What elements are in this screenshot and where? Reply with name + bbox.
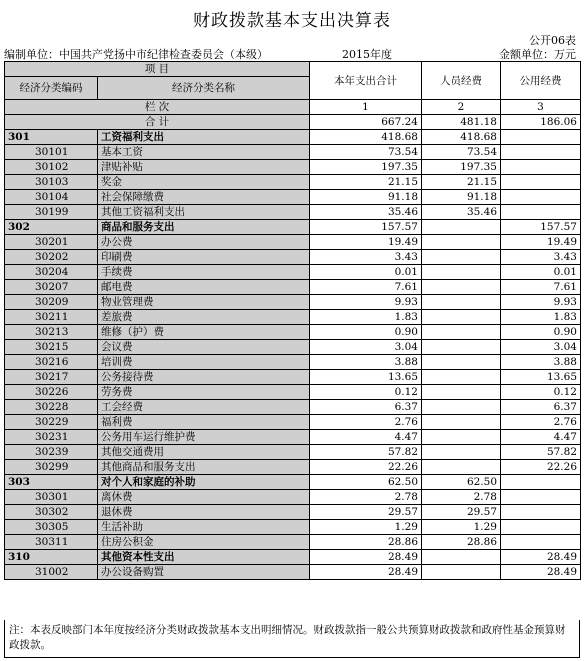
cell-name: 退休费 xyxy=(98,505,310,520)
table-row xyxy=(5,400,581,415)
cell-personnel xyxy=(422,565,501,580)
cell-personnel xyxy=(422,415,501,430)
cell-code: 30207 xyxy=(5,280,98,295)
table-row xyxy=(5,385,581,400)
cell-name: 其他商品和服务支出 xyxy=(98,460,310,475)
cell-total: 13.65 xyxy=(310,370,422,385)
cell-name: 差旅费 xyxy=(98,310,310,325)
cell-total: 73.54 xyxy=(310,145,422,160)
cell-personnel: 1.29 xyxy=(422,520,501,535)
expenditure-table xyxy=(4,61,581,580)
cell-code: 30229 xyxy=(5,415,98,430)
cell-public: 13.65 xyxy=(501,370,581,385)
cell-total: 7.61 xyxy=(310,280,422,295)
cell-public xyxy=(501,175,581,190)
table-row xyxy=(5,340,581,355)
table-row xyxy=(5,160,581,175)
cell-name: 劳务费 xyxy=(98,385,310,400)
cell-name: 对个人和家庭的补助 xyxy=(98,475,310,490)
cell-total: 35.46 xyxy=(310,205,422,220)
header-row-1 xyxy=(5,62,581,77)
cell-public: 6.37 xyxy=(501,400,581,415)
cell-name: 商品和服务支出 xyxy=(98,220,310,235)
cell-personnel xyxy=(422,340,501,355)
cell-code: 30231 xyxy=(5,430,98,445)
cell-code: 303 xyxy=(5,475,98,490)
cell-name: 公务接待费 xyxy=(98,370,310,385)
cell-code: 30299 xyxy=(5,460,98,475)
table-row xyxy=(5,520,581,535)
form-number: 公开06表 xyxy=(529,34,576,47)
table-row xyxy=(5,280,581,295)
table-row xyxy=(5,355,581,370)
column-index-3: 3 xyxy=(501,100,581,115)
cell-code: 30201 xyxy=(5,235,98,250)
cell-name: 津贴补贴 xyxy=(98,160,310,175)
cell-personnel: 21.15 xyxy=(422,175,501,190)
cell-code: 30217 xyxy=(5,370,98,385)
cell-personnel: 62.50 xyxy=(422,475,501,490)
cell-code: 302 xyxy=(5,220,98,235)
cell-code: 30204 xyxy=(5,265,98,280)
cell-total: 28.86 xyxy=(310,535,422,550)
cell-personnel xyxy=(422,355,501,370)
cell-name: 办公设备购置 xyxy=(98,565,310,580)
org-label: 编制单位：中国共产党扬中市纪律检查委员会（本级） xyxy=(4,48,268,61)
cell-code: 30215 xyxy=(5,340,98,355)
table-row xyxy=(5,265,581,280)
cell-name: 社会保障缴费 xyxy=(98,190,310,205)
cell-personnel xyxy=(422,400,501,415)
page-title: 财政拨款基本支出决算表 xyxy=(193,11,391,31)
cell-public xyxy=(501,160,581,175)
table-row xyxy=(5,175,581,190)
cell-code: 30103 xyxy=(5,175,98,190)
cell-name: 离休费 xyxy=(98,490,310,505)
cell-public xyxy=(501,475,581,490)
footnote: 注：本表反映部门本年度按经济分类财政拨款基本支出明细情况。财政拨款指一般公共预算财政拨款和政府性基金预算财政拨款。 xyxy=(4,620,580,658)
cell-total: 157.57 xyxy=(310,220,422,235)
cell-total: 22.26 xyxy=(310,460,422,475)
header-personnel: 人员经费 xyxy=(422,62,501,100)
cell-total: 4.47 xyxy=(310,430,422,445)
cell-public xyxy=(501,535,581,550)
cell-personnel xyxy=(422,550,501,565)
cell-public xyxy=(501,490,581,505)
category-row xyxy=(5,220,581,235)
cell-name: 工资福利支出 xyxy=(98,130,310,145)
cell-public: 3.88 xyxy=(501,355,581,370)
cell-public: 2.76 xyxy=(501,415,581,430)
meta-line xyxy=(4,46,580,60)
table-row xyxy=(5,415,581,430)
table-row xyxy=(5,460,581,475)
cell-public xyxy=(501,145,581,160)
cell-code: 310 xyxy=(5,550,98,565)
total-row xyxy=(5,115,581,130)
cell-code: 30209 xyxy=(5,295,98,310)
cell-total: 28.49 xyxy=(310,565,422,580)
cell-name: 物业管理费 xyxy=(98,295,310,310)
category-row xyxy=(5,475,581,490)
year-label: 2015年度 xyxy=(342,48,392,61)
cell-code: 30202 xyxy=(5,250,98,265)
cell-personnel xyxy=(422,295,501,310)
table-row xyxy=(5,535,581,550)
cell-public: 4.47 xyxy=(501,430,581,445)
table-row xyxy=(5,490,581,505)
cell-personnel xyxy=(422,250,501,265)
table-row xyxy=(5,295,581,310)
cell-code: 30211 xyxy=(5,310,98,325)
cell-personnel: 2.78 xyxy=(422,490,501,505)
cell-total: 0.12 xyxy=(310,385,422,400)
column-index-1: 1 xyxy=(310,100,422,115)
cell-public: 1.83 xyxy=(501,310,581,325)
cell-personnel: 73.54 xyxy=(422,145,501,160)
cell-public xyxy=(501,190,581,205)
cell-public: 3.43 xyxy=(501,250,581,265)
cell-personnel: 28.86 xyxy=(422,535,501,550)
cell-personnel xyxy=(422,280,501,295)
total-label: 合 计 xyxy=(5,115,310,130)
cell-personnel xyxy=(422,385,501,400)
header-name: 经济分类名称 xyxy=(98,77,310,100)
cell-code: 30301 xyxy=(5,490,98,505)
table-row xyxy=(5,190,581,205)
table-row xyxy=(5,430,581,445)
cell-personnel xyxy=(422,310,501,325)
cell-public: 22.26 xyxy=(501,460,581,475)
cell-public: 3.04 xyxy=(501,340,581,355)
cell-public xyxy=(501,505,581,520)
cell-name: 生活补助 xyxy=(98,520,310,535)
cell-code: 30102 xyxy=(5,160,98,175)
cell-code: 30101 xyxy=(5,145,98,160)
cell-personnel: 29.57 xyxy=(422,505,501,520)
cell-name: 其他交通费用 xyxy=(98,445,310,460)
cell-total: 0.01 xyxy=(310,265,422,280)
cell-public xyxy=(501,520,581,535)
table-row xyxy=(5,310,581,325)
cell-code: 30239 xyxy=(5,445,98,460)
cell-public: 28.49 xyxy=(501,550,581,565)
cell-public: 157.57 xyxy=(501,220,581,235)
cell-total: 29.57 xyxy=(310,505,422,520)
table-row xyxy=(5,505,581,520)
header-code: 经济分类编码 xyxy=(5,77,98,100)
cell-name: 印刷费 xyxy=(98,250,310,265)
cell-total: 9.93 xyxy=(310,295,422,310)
table-row xyxy=(5,250,581,265)
cell-code: 30311 xyxy=(5,535,98,550)
table-row xyxy=(5,370,581,385)
cell-code: 30226 xyxy=(5,385,98,400)
cell-public xyxy=(501,130,581,145)
cell-name: 培训费 xyxy=(98,355,310,370)
cell-name: 奖金 xyxy=(98,175,310,190)
category-row xyxy=(5,130,581,145)
cell-name: 住房公积金 xyxy=(98,535,310,550)
cell-total: 197.35 xyxy=(310,160,422,175)
table-row xyxy=(5,235,581,250)
cell-public: 0.90 xyxy=(501,325,581,340)
column-index-row xyxy=(5,100,581,115)
cell-public: 57.82 xyxy=(501,445,581,460)
column-index-label: 栏 次 xyxy=(5,100,310,115)
cell-name: 其他资本性支出 xyxy=(98,550,310,565)
total-personnel: 481.18 xyxy=(422,115,501,130)
cell-public: 0.12 xyxy=(501,385,581,400)
cell-name: 工会经费 xyxy=(98,400,310,415)
cell-personnel xyxy=(422,235,501,250)
cell-name: 办公费 xyxy=(98,235,310,250)
cell-name: 维修（护）费 xyxy=(98,325,310,340)
cell-total: 2.76 xyxy=(310,415,422,430)
cell-personnel: 197.35 xyxy=(422,160,501,175)
cell-total: 91.18 xyxy=(310,190,422,205)
cell-code: 30199 xyxy=(5,205,98,220)
cell-total: 6.37 xyxy=(310,400,422,415)
cell-public: 19.49 xyxy=(501,235,581,250)
header-item: 项 目 xyxy=(5,62,310,77)
cell-public: 9.93 xyxy=(501,295,581,310)
cell-personnel xyxy=(422,220,501,235)
table-row xyxy=(5,325,581,340)
cell-total: 3.04 xyxy=(310,340,422,355)
cell-total: 62.50 xyxy=(310,475,422,490)
cell-code: 31002 xyxy=(5,565,98,580)
table-row xyxy=(5,565,581,580)
cell-personnel xyxy=(422,430,501,445)
total-public: 186.06 xyxy=(501,115,581,130)
cell-total: 1.83 xyxy=(310,310,422,325)
cell-total: 19.49 xyxy=(310,235,422,250)
cell-code: 301 xyxy=(5,130,98,145)
cell-public: 28.49 xyxy=(501,565,581,580)
column-index-2: 2 xyxy=(422,100,501,115)
cell-public xyxy=(501,205,581,220)
cell-code: 30228 xyxy=(5,400,98,415)
header-total: 本年支出合计 xyxy=(310,62,422,100)
cell-name: 福利费 xyxy=(98,415,310,430)
table-row xyxy=(5,205,581,220)
cell-total: 2.78 xyxy=(310,490,422,505)
cell-personnel xyxy=(422,265,501,280)
cell-total: 57.82 xyxy=(310,445,422,460)
cell-code: 30305 xyxy=(5,520,98,535)
cell-total: 3.43 xyxy=(310,250,422,265)
cell-personnel xyxy=(422,445,501,460)
cell-total: 0.90 xyxy=(310,325,422,340)
cell-code: 30213 xyxy=(5,325,98,340)
cell-public: 7.61 xyxy=(501,280,581,295)
cell-name: 会议费 xyxy=(98,340,310,355)
cell-code: 30216 xyxy=(5,355,98,370)
header-public: 公用经费 xyxy=(501,62,581,100)
cell-personnel xyxy=(422,370,501,385)
cell-personnel: 91.18 xyxy=(422,190,501,205)
cell-personnel xyxy=(422,325,501,340)
cell-personnel: 35.46 xyxy=(422,205,501,220)
cell-name: 其他工资福利支出 xyxy=(98,205,310,220)
total-value: 667.24 xyxy=(310,115,422,130)
cell-name: 公务用车运行维护费 xyxy=(98,430,310,445)
table-row xyxy=(5,445,581,460)
cell-name: 邮电费 xyxy=(98,280,310,295)
cell-code: 30104 xyxy=(5,190,98,205)
cell-total: 3.88 xyxy=(310,355,422,370)
cell-total: 1.29 xyxy=(310,520,422,535)
cell-total: 21.15 xyxy=(310,175,422,190)
cell-personnel: 418.68 xyxy=(422,130,501,145)
cell-total: 28.49 xyxy=(310,550,422,565)
category-row xyxy=(5,550,581,565)
money-unit-label: 金额单位：万元 xyxy=(499,48,576,61)
table-row xyxy=(5,145,581,160)
cell-public: 0.01 xyxy=(501,265,581,280)
cell-code: 30302 xyxy=(5,505,98,520)
cell-total: 418.68 xyxy=(310,130,422,145)
cell-name: 基本工资 xyxy=(98,145,310,160)
cell-name: 手续费 xyxy=(98,265,310,280)
cell-personnel xyxy=(422,460,501,475)
